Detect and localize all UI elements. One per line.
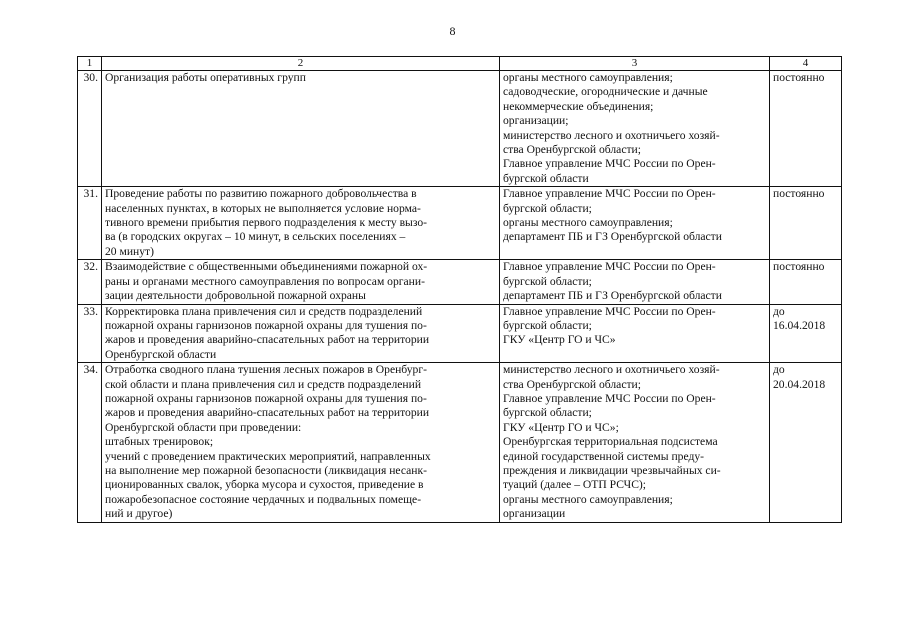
executor-line: единой государственной системы преду- [503, 449, 705, 463]
executor-line: министерство лесного и охотничьего хозяй- [503, 128, 720, 142]
row-number: 32. [78, 260, 102, 304]
row-number: 33. [78, 304, 102, 363]
executor-line: ГКУ «Центр ГО и ЧС»; [503, 420, 619, 434]
action-line: Проведение работы по развитию пожарного добровольчества в [105, 187, 417, 201]
action-line: Отработка сводного плана тушения лесных пожаров в Оренбург- [105, 363, 427, 377]
action-line: пожаробезопасное состояние чердачных и подвальных помеще- [105, 492, 422, 506]
action-line: ва (в городских округах – 10 минут, в сельских поселениях – [105, 230, 406, 244]
action-line: зации деятельности добровольной пожарной охраны [105, 289, 366, 303]
action-line: 20 минут) [105, 244, 154, 258]
action-line: Оренбургской области [105, 347, 217, 361]
page-number: 8 [449, 24, 456, 38]
action-line: Оренбургской области при проведении: [105, 420, 302, 434]
table-row [78, 363, 842, 522]
executor-line: органы местного самоуправления; [503, 492, 673, 506]
executor-line: Главное управление МЧС России по Орен- [503, 157, 716, 171]
executor-line: департамент ПБ и ГЗ Оренбургской области [503, 230, 722, 244]
executor-line: некоммерческие объединения; [503, 99, 654, 113]
executor-line: бургской области; [503, 274, 592, 288]
executor-line: ства Оренбургской области; [503, 377, 641, 391]
executor-line: преждения и ликвидации чрезвычайных си- [503, 463, 721, 477]
executor-line: бургской области [503, 171, 589, 185]
executor-line: ГКУ «Центр ГО и ЧС» [503, 333, 616, 347]
deadline-cell: до 16.04.2018 [770, 304, 842, 363]
action-line: учений с проведением практических мероприятий, направленных [105, 449, 431, 463]
deadline-cell: постоянно [770, 187, 842, 260]
executor-line: органы местного самоуправления; [503, 216, 673, 230]
executor-line: департамент ПБ и ГЗ Оренбургской области [503, 289, 722, 303]
executor-line: министерство лесного и охотничьего хозяй- [503, 363, 720, 377]
action-cell [102, 71, 500, 187]
executor-line: садоводческие, огороднические и дачные [503, 85, 708, 99]
action-cell [102, 260, 500, 304]
action-line: пожарной охраны гарнизонов пожарной охраны для тушения по- [105, 318, 427, 332]
action-line: Взаимодействие с общественными объединениями пожарной ох- [105, 260, 428, 274]
deadline-cell: постоянно [770, 71, 842, 187]
action-cell [102, 304, 500, 363]
action-line: жаров и проведения аварийно-спасательных работ на территории [105, 333, 430, 347]
executors-cell [500, 363, 770, 522]
column-header-4: 4 [770, 57, 842, 71]
executor-line: бургской области; [503, 318, 592, 332]
executor-line: ства Оренбургской области; [503, 143, 641, 157]
executor-line: Главное управление МЧС России по Орен- [503, 304, 716, 318]
executor-line: Главное управление МЧС России по Орен- [503, 260, 716, 274]
action-cell [102, 363, 500, 522]
executor-line: Главное управление МЧС России по Орен- [503, 187, 716, 201]
action-line: раны и органами местного самоуправления по вопросам органи- [105, 274, 425, 288]
executor-line: бургской области; [503, 406, 592, 420]
table-row [78, 260, 842, 304]
action-cell [102, 187, 500, 260]
action-line: ской области и плана привлечения сил и средств подразделений [105, 377, 422, 391]
row-number: 31. [78, 187, 102, 260]
deadline-cell: постоянно [770, 260, 842, 304]
table-row [78, 71, 842, 187]
executors-cell [500, 304, 770, 363]
activities-table [77, 56, 842, 523]
executors-cell [500, 260, 770, 304]
executors-cell [500, 71, 770, 187]
row-number: 30. [78, 71, 102, 187]
executors-cell [500, 187, 770, 260]
action-line: ционированных свалок, уборка мусора и сухостоя, приведение в [105, 478, 424, 492]
table-row [78, 304, 842, 363]
action-line: на выполнение мер пожарной безопасности (ликвидация несанк- [105, 463, 427, 477]
action-line: Организация работы оперативных групп [105, 71, 306, 84]
executor-line: туаций (далее – ОТП РСЧС); [503, 478, 647, 492]
column-header-3: 3 [500, 57, 770, 71]
executor-line: органы местного самоуправления; [503, 71, 673, 84]
table-row [78, 187, 842, 260]
column-header-1: 1 [78, 57, 102, 71]
executor-line: организации; [503, 114, 569, 128]
action-line: ний и другое) [105, 507, 173, 521]
deadline-cell: до 20.04.2018 [770, 363, 842, 522]
executor-line: Оренбургская территориальная подсистема [503, 435, 718, 449]
executor-line: Главное управление МЧС России по Орен- [503, 391, 716, 405]
action-line: пожарной охраны гарнизонов пожарной охраны для тушения по- [105, 391, 427, 405]
executor-line: бургской области; [503, 201, 592, 215]
column-header-2: 2 [102, 57, 500, 71]
executor-line: организации [503, 507, 566, 521]
header-row [78, 57, 842, 71]
action-line: штабных тренировок; [105, 435, 214, 449]
action-line: тивного времени прибытия первого подразделения к месту вызо- [105, 216, 427, 230]
row-number: 34. [78, 363, 102, 522]
action-line: Корректировка плана привлечения сил и средств подразделений [105, 304, 423, 318]
action-line: жаров и проведения аварийно-спасательных работ на территории [105, 406, 430, 420]
action-line: населенных пунктах, в которых не выполняется условие норма- [105, 201, 421, 215]
